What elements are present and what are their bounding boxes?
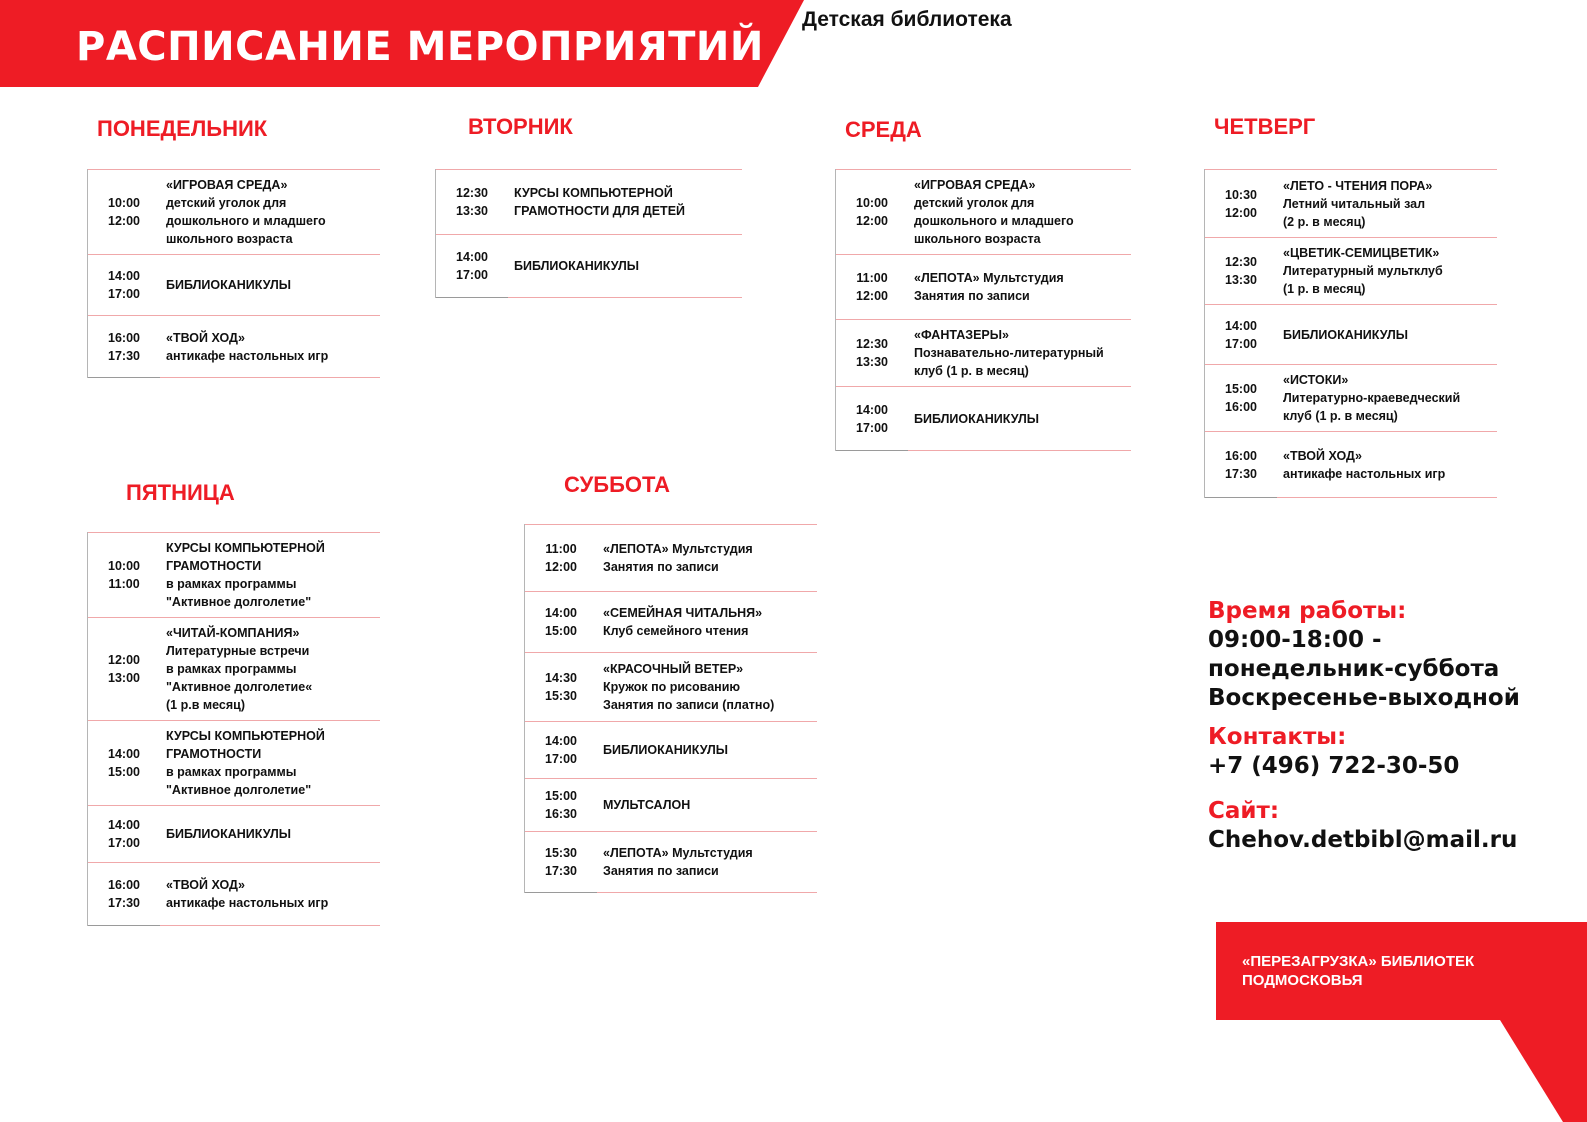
- schedule-row: [88, 315, 380, 378]
- event-description-line: Клуб семейного чтения: [603, 624, 749, 638]
- event-time-end: 17:00: [856, 420, 888, 435]
- event-description: [908, 410, 1039, 428]
- schedule-row: [88, 862, 380, 926]
- event-description-line: детский уголок для: [166, 196, 287, 210]
- event-time-start: 14:00: [1225, 318, 1257, 333]
- hours-value: 09:00-18:00 -: [1208, 627, 1382, 653]
- hours-label: Время работы:: [1208, 598, 1407, 624]
- event-time-end: 12:00: [856, 214, 888, 228]
- event-description: [508, 257, 639, 275]
- day-title-saturday: СУББОТА: [564, 472, 670, 497]
- event-time-end: 16:30: [545, 807, 577, 821]
- event-time-start: 15:00: [545, 789, 577, 803]
- site-label: Сайт:: [1208, 798, 1280, 824]
- event-description-line: БИБЛИОКАНИКУЛЫ: [166, 827, 292, 841]
- schedule-row: [1205, 237, 1497, 304]
- event-time-end: 12:00: [545, 560, 577, 574]
- event-description-line: «ЦВЕТИК-СЕМИЦВЕТИК»: [1283, 246, 1440, 260]
- event-description-line: «ИГРОВАЯ СРЕДА»: [166, 178, 288, 192]
- event-description-line: «ТВОЙ ХОД»: [166, 330, 245, 345]
- event-time: [88, 557, 160, 593]
- event-description-line: «ЛЕПОТА» Мультстудия: [914, 271, 1064, 285]
- event-time-start: 12:30: [456, 186, 488, 200]
- event-description: [160, 876, 328, 912]
- event-description-line: Литературные встречи: [166, 644, 310, 658]
- event-time-start: 14:30: [545, 671, 577, 685]
- event-time: [525, 540, 597, 576]
- event-time-end: 11:00: [108, 577, 140, 591]
- schedule-row: [436, 234, 742, 298]
- event-description-line: БИБЛИОКАНИКУЛЫ: [603, 743, 729, 757]
- event-time: [525, 669, 597, 705]
- event-description-line: "Активное долголетие": [166, 783, 312, 797]
- event-description: [597, 844, 753, 880]
- event-description: [1277, 177, 1432, 231]
- schedule-table-friday: [87, 532, 380, 926]
- event-description-line: дошкольного и младшего: [166, 214, 326, 228]
- event-time-end: 15:30: [545, 689, 577, 703]
- event-time: [836, 194, 908, 230]
- event-time: [1205, 380, 1277, 416]
- schedule-row: [836, 386, 1131, 451]
- event-description-line: (1 р.в месяц): [166, 698, 245, 712]
- event-description-line: в рамках программы: [166, 662, 297, 676]
- event-description-line: "Активное долголетие": [166, 595, 312, 609]
- event-time: [436, 248, 508, 284]
- event-time: [88, 816, 160, 852]
- event-description: [1277, 244, 1443, 298]
- event-description: [1277, 371, 1460, 425]
- event-description-line: «ЛЕПОТА» Мультстудия: [603, 542, 753, 556]
- event-description-line: Литературный мультклуб: [1283, 264, 1443, 278]
- event-description-line: КУРСЫ КОМПЬЮТЕРНОЙ: [514, 186, 673, 200]
- day-title-friday: ПЯТНИЦА: [126, 480, 235, 505]
- event-description-line: Занятия по записи (платно): [603, 698, 775, 712]
- event-description-line: «КРАСОЧНЫЙ ВЕТЕР»: [603, 662, 744, 676]
- event-description-line: школьного возраста: [166, 232, 293, 246]
- event-time-end: 17:30: [108, 348, 140, 363]
- page-title: РАСПИСАНИЕ МЕРОПРИЯТИЙ: [76, 24, 764, 70]
- event-description-line: «ИСТОКИ»: [1283, 373, 1349, 387]
- event-description-line: БИБЛИОКАНИКУЛЫ: [1283, 327, 1409, 342]
- schedule-row: [525, 591, 817, 652]
- event-time-end: 17:30: [545, 864, 577, 878]
- event-time-end: 12:00: [1225, 205, 1257, 220]
- event-time: [1205, 317, 1277, 353]
- event-description-line: ГРАМОТНОСТИ: [166, 559, 262, 573]
- event-description: [908, 176, 1074, 248]
- event-time-end: 13:30: [856, 355, 888, 369]
- event-time: [436, 184, 508, 220]
- event-description-line: клуб (1 р. в месяц): [914, 364, 1029, 378]
- event-time-start: 10:00: [108, 196, 140, 210]
- footer-text: [1242, 952, 1474, 990]
- schedule-row: [525, 652, 817, 721]
- event-time-start: 10:30: [1225, 187, 1257, 202]
- event-time: [1205, 447, 1277, 483]
- event-time-start: 14:00: [545, 734, 577, 748]
- event-time-start: 14:00: [456, 250, 488, 264]
- event-time-end: 13:00: [108, 671, 140, 685]
- event-time: [88, 876, 160, 912]
- library-name: Детская библиотека: [802, 8, 1012, 31]
- event-description-line: «ФАНТАЗЕРЫ»: [914, 328, 1009, 342]
- event-time: [525, 604, 597, 640]
- event-time-start: 14:00: [545, 606, 577, 620]
- event-time-start: 14:00: [108, 747, 140, 761]
- day-title-thursday: ЧЕТВЕРГ: [1214, 114, 1316, 139]
- schedule-row: [836, 169, 1131, 254]
- schedule-row: [1205, 431, 1497, 498]
- phone-number: +7 (496) 722-30-50: [1208, 753, 1460, 779]
- schedule-table-thursday: [1204, 169, 1497, 498]
- event-description-line: (2 р. в месяц): [1283, 214, 1366, 229]
- event-time: [88, 329, 160, 365]
- event-time: [836, 269, 908, 305]
- event-time-end: 17:00: [1225, 336, 1257, 351]
- event-time: [525, 787, 597, 823]
- event-time-start: 11:00: [856, 271, 888, 285]
- event-description: [160, 539, 325, 611]
- event-description-line: «ЛЕТО - ЧТЕНИЯ ПОРА»: [1283, 178, 1433, 193]
- event-description: [1277, 326, 1408, 344]
- event-time-end: 13:30: [456, 204, 488, 218]
- event-time-start: 12:00: [108, 653, 140, 667]
- event-time-end: 17:00: [108, 287, 140, 301]
- event-time-start: 14:00: [108, 818, 140, 832]
- schedule-row: [436, 169, 742, 234]
- event-time-end: 17:00: [545, 752, 577, 766]
- event-time-start: 15:00: [1225, 382, 1257, 396]
- schedule-table-tuesday: [435, 169, 742, 298]
- event-time-start: 10:00: [108, 559, 140, 573]
- schedule-row: [88, 617, 380, 720]
- event-description-line: ГРАМОТНОСТИ: [166, 747, 262, 761]
- event-description-line: БИБЛИОКАНИКУЛЫ: [914, 411, 1040, 426]
- info-block: [1208, 597, 1520, 855]
- event-time-end: 16:00: [1225, 400, 1257, 414]
- schedule-row: [525, 721, 817, 778]
- event-time-end: 17:00: [108, 836, 140, 850]
- event-time-end: 15:00: [108, 765, 140, 779]
- event-description-line: Литературно-краеведческий: [1283, 391, 1461, 405]
- event-time-start: 10:00: [856, 196, 888, 210]
- event-description: [160, 329, 328, 365]
- event-time-end: 17:30: [108, 896, 140, 910]
- hours-days: понедельник-суббота: [1208, 656, 1500, 682]
- event-time-end: 15:00: [545, 624, 577, 638]
- event-time-start: 12:30: [856, 337, 888, 351]
- event-description: [597, 540, 753, 576]
- event-description-line: клуб (1 р. в месяц): [1283, 409, 1398, 423]
- schedule-row: [836, 319, 1131, 386]
- event-time-end: 12:00: [108, 214, 140, 228]
- event-time: [836, 401, 908, 437]
- event-description-line: школьного возраста: [914, 232, 1041, 246]
- event-description-line: МУЛЬТСАЛОН: [603, 798, 691, 812]
- event-time: [88, 267, 160, 303]
- event-description-line: «ТВОЙ ХОД»: [1283, 448, 1362, 463]
- event-time: [1205, 186, 1277, 222]
- event-description: [597, 796, 690, 814]
- event-time-end: 13:30: [1225, 273, 1257, 287]
- event-description: [160, 276, 291, 294]
- event-description-line: КУРСЫ КОМПЬЮТЕРНОЙ: [166, 541, 325, 555]
- event-description-line: (1 р. в месяц): [1283, 282, 1366, 296]
- schedule-row: [1205, 169, 1497, 237]
- schedule-table-saturday: [524, 524, 817, 893]
- event-time: [88, 745, 160, 781]
- event-description-line: «ТВОЙ ХОД»: [166, 878, 245, 892]
- event-time-start: 12:30: [1225, 255, 1257, 269]
- event-time-start: 15:30: [545, 846, 577, 860]
- event-description-line: ГРАМОТНОСТИ ДЛЯ ДЕТЕЙ: [514, 204, 686, 218]
- event-description-line: «СЕМЕЙНАЯ ЧИТАЛЬНЯ»: [603, 606, 763, 620]
- schedule-row: [525, 831, 817, 893]
- event-description-line: в рамках программы: [166, 765, 297, 779]
- event-time-start: 14:00: [108, 269, 140, 283]
- event-description-line: Кружок по рисованию: [603, 680, 741, 694]
- schedule-row: [836, 254, 1131, 319]
- schedule-row: [88, 169, 380, 254]
- event-description-line: Занятия по записи: [603, 560, 719, 574]
- event-time-start: 11:00: [545, 542, 577, 556]
- event-description: [160, 624, 312, 714]
- event-description-line: КУРСЫ КОМПЬЮТЕРНОЙ: [166, 729, 325, 743]
- event-description: [160, 825, 291, 843]
- event-time: [88, 651, 160, 687]
- schedule-row: [525, 778, 817, 831]
- event-description: [160, 176, 326, 248]
- event-description-line: антикафе настольных игр: [1283, 466, 1446, 481]
- event-description-line: «ЛЕПОТА» Мультстудия: [603, 846, 753, 860]
- event-description-line: БИБЛИОКАНИКУЛЫ: [166, 278, 292, 292]
- event-time-start: 16:00: [1225, 448, 1257, 463]
- site-email: Chehov.detbibl@mail.ru: [1208, 827, 1518, 853]
- day-title-tuesday: ВТОРНИК: [468, 114, 573, 139]
- event-description: [908, 326, 1104, 380]
- event-time: [1205, 253, 1277, 289]
- event-time: [525, 844, 597, 880]
- event-description-line: «ЧИТАЙ-КОМПАНИЯ»: [166, 626, 300, 640]
- event-time: [836, 335, 908, 371]
- day-title-wednesday: СРЕДА: [845, 117, 922, 142]
- schedule-row: [88, 720, 380, 805]
- event-description: [160, 727, 325, 799]
- event-description-line: антикафе настольных игр: [166, 896, 329, 910]
- hours-off: Воскресенье-выходной: [1208, 685, 1520, 711]
- event-description: [597, 660, 774, 714]
- event-description-line: Летний читальный зал: [1283, 196, 1426, 211]
- event-description-line: «ИГРОВАЯ СРЕДА»: [914, 178, 1036, 192]
- schedule-row: [525, 524, 817, 591]
- event-description-line: в рамках программы: [166, 577, 297, 591]
- event-description-line: Познавательно-литературный: [914, 346, 1104, 360]
- event-description: [908, 269, 1064, 305]
- footer-line-2: ПОДМОСКОВЬЯ: [1242, 972, 1363, 989]
- event-time-end: 12:00: [856, 289, 888, 303]
- event-description-line: антикафе настольных игр: [166, 348, 329, 363]
- event-description-line: дошкольного и младшего: [914, 214, 1074, 228]
- schedule-row: [88, 254, 380, 315]
- schedule-table-wednesday: [835, 169, 1131, 451]
- event-time-start: 16:00: [108, 878, 140, 892]
- schedule-row: [88, 532, 380, 617]
- event-time: [525, 732, 597, 768]
- event-time: [88, 194, 160, 230]
- event-description: [1277, 447, 1445, 483]
- event-time-end: 17:30: [1225, 466, 1257, 481]
- event-time-start: 14:00: [856, 402, 888, 417]
- event-description-line: детский уголок для: [914, 196, 1035, 210]
- schedule-table-monday: [87, 169, 380, 378]
- footer-line-1: «ПЕРЕЗАГРУЗКА» БИБЛИОТЕК: [1242, 953, 1475, 970]
- event-description: [597, 741, 728, 759]
- schedule-row: [88, 805, 380, 862]
- schedule-row: [1205, 304, 1497, 364]
- event-description-line: Занятия по записи: [603, 864, 719, 878]
- event-description: [508, 184, 685, 220]
- event-description-line: "Активное долголетие«: [166, 680, 313, 694]
- event-description: [597, 604, 762, 640]
- event-time-start: 16:00: [108, 330, 140, 345]
- day-title-monday: ПОНЕДЕЛЬНИК: [97, 116, 268, 141]
- contacts-label: Контакты:: [1208, 724, 1347, 750]
- event-time-end: 17:00: [456, 268, 488, 282]
- schedule-row: [1205, 364, 1497, 431]
- event-description-line: Занятия по записи: [914, 289, 1030, 303]
- event-description-line: БИБЛИОКАНИКУЛЫ: [514, 259, 640, 273]
